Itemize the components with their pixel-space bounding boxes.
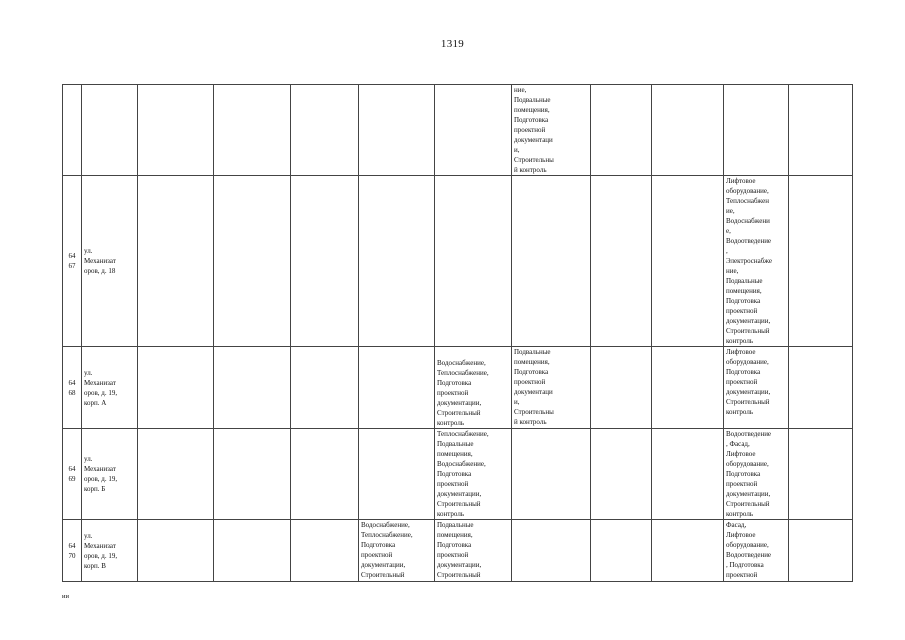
page-number: 1319 <box>440 38 465 50</box>
empty-cell <box>214 520 291 582</box>
empty-cell <box>591 85 652 176</box>
empty-cell <box>291 520 359 582</box>
empty-cell <box>652 347 724 429</box>
empty-cell <box>214 347 291 429</box>
row-number-cell: 64 70 <box>63 520 82 582</box>
works-cell-d <box>724 85 789 176</box>
table-row <box>63 429 853 520</box>
table-row <box>63 85 853 176</box>
row-number-cell: 64 67 <box>63 176 82 347</box>
empty-cell <box>591 176 652 347</box>
empty-cell <box>138 520 214 582</box>
works-cell-d: Фасад, Лифтовое оборудование, Водоотведение , Подготовка проектной <box>724 520 789 582</box>
empty-cell <box>789 429 853 520</box>
empty-cell <box>291 429 359 520</box>
works-cell-a: Водоснабжение, Теплоснабжение, Подготовка проектной документации, Строительный <box>359 520 435 582</box>
empty-cell <box>214 85 291 176</box>
works-cell-b: Подвальные помещения, Подготовка проектной документации, Строительный <box>435 520 512 582</box>
row-number-cell <box>63 85 82 176</box>
empty-cell <box>291 347 359 429</box>
row-number-cell: 64 68 <box>63 347 82 429</box>
empty-cell <box>789 520 853 582</box>
empty-cell <box>652 85 724 176</box>
works-cell-c <box>512 176 591 347</box>
empty-cell <box>138 85 214 176</box>
empty-cell <box>591 347 652 429</box>
works-cell-d: Водоотведение , Фасад, Лифтовое оборудование, Подготовка проектной документации, Строительный контроль <box>724 429 789 520</box>
footer-mark: ии <box>62 593 69 600</box>
address-cell: ул. Механизат оров, д. 18 <box>82 176 138 347</box>
empty-cell <box>214 176 291 347</box>
empty-cell <box>652 520 724 582</box>
address-cell: ул. Механизат оров, д. 19, корп. В <box>82 520 138 582</box>
table-row <box>63 347 853 429</box>
address-cell: ул. Механизат оров, д. 19, корп. А <box>82 347 138 429</box>
empty-cell <box>214 429 291 520</box>
empty-cell <box>591 520 652 582</box>
works-cell-a <box>359 176 435 347</box>
empty-cell <box>789 85 853 176</box>
empty-cell <box>789 176 853 347</box>
works-cell-a <box>359 85 435 176</box>
works-cell-c: Подвальные помещения, Подготовка проектной документаци и, Строительны й контроль <box>512 347 591 429</box>
works-cell-c <box>512 429 591 520</box>
empty-cell <box>291 85 359 176</box>
works-cell-c: ние, Подвальные помещения, Подготовка проектной документаци и, Строительны й контроль <box>512 85 591 176</box>
works-cell-a <box>359 429 435 520</box>
works-cell-d: Лифтовое оборудование, Теплоснабжен ие, Водоснабжени е, Водоотведение , Электроснабже ние, Подвальные помещения, Подготовка проектной документации, Строительный контроль <box>724 176 789 347</box>
row-number-cell: 64 69 <box>63 429 82 520</box>
empty-cell <box>138 429 214 520</box>
works-cell-b: Водоснабжение, Теплоснабжение, Подготовка проектной документации, Строительный контроль <box>435 347 512 429</box>
works-table <box>62 84 853 582</box>
works-cell-c <box>512 520 591 582</box>
works-cell-b <box>435 85 512 176</box>
empty-cell <box>138 176 214 347</box>
works-cell-b: Теплоснабжение, Подвальные помещения, Водоснабжение, Подготовка проектной документации, Строительный контроль <box>435 429 512 520</box>
address-cell <box>82 85 138 176</box>
table-row <box>63 176 853 347</box>
empty-cell <box>652 176 724 347</box>
empty-cell <box>652 429 724 520</box>
table-row <box>63 520 853 582</box>
empty-cell <box>138 347 214 429</box>
works-cell-d: Лифтовое оборудование, Подготовка проектной документации, Строительный контроль <box>724 347 789 429</box>
address-cell: ул. Механизат оров, д. 19, корп. Б <box>82 429 138 520</box>
empty-cell <box>591 429 652 520</box>
works-cell-b <box>435 176 512 347</box>
works-cell-a <box>359 347 435 429</box>
empty-cell <box>291 176 359 347</box>
empty-cell <box>789 347 853 429</box>
